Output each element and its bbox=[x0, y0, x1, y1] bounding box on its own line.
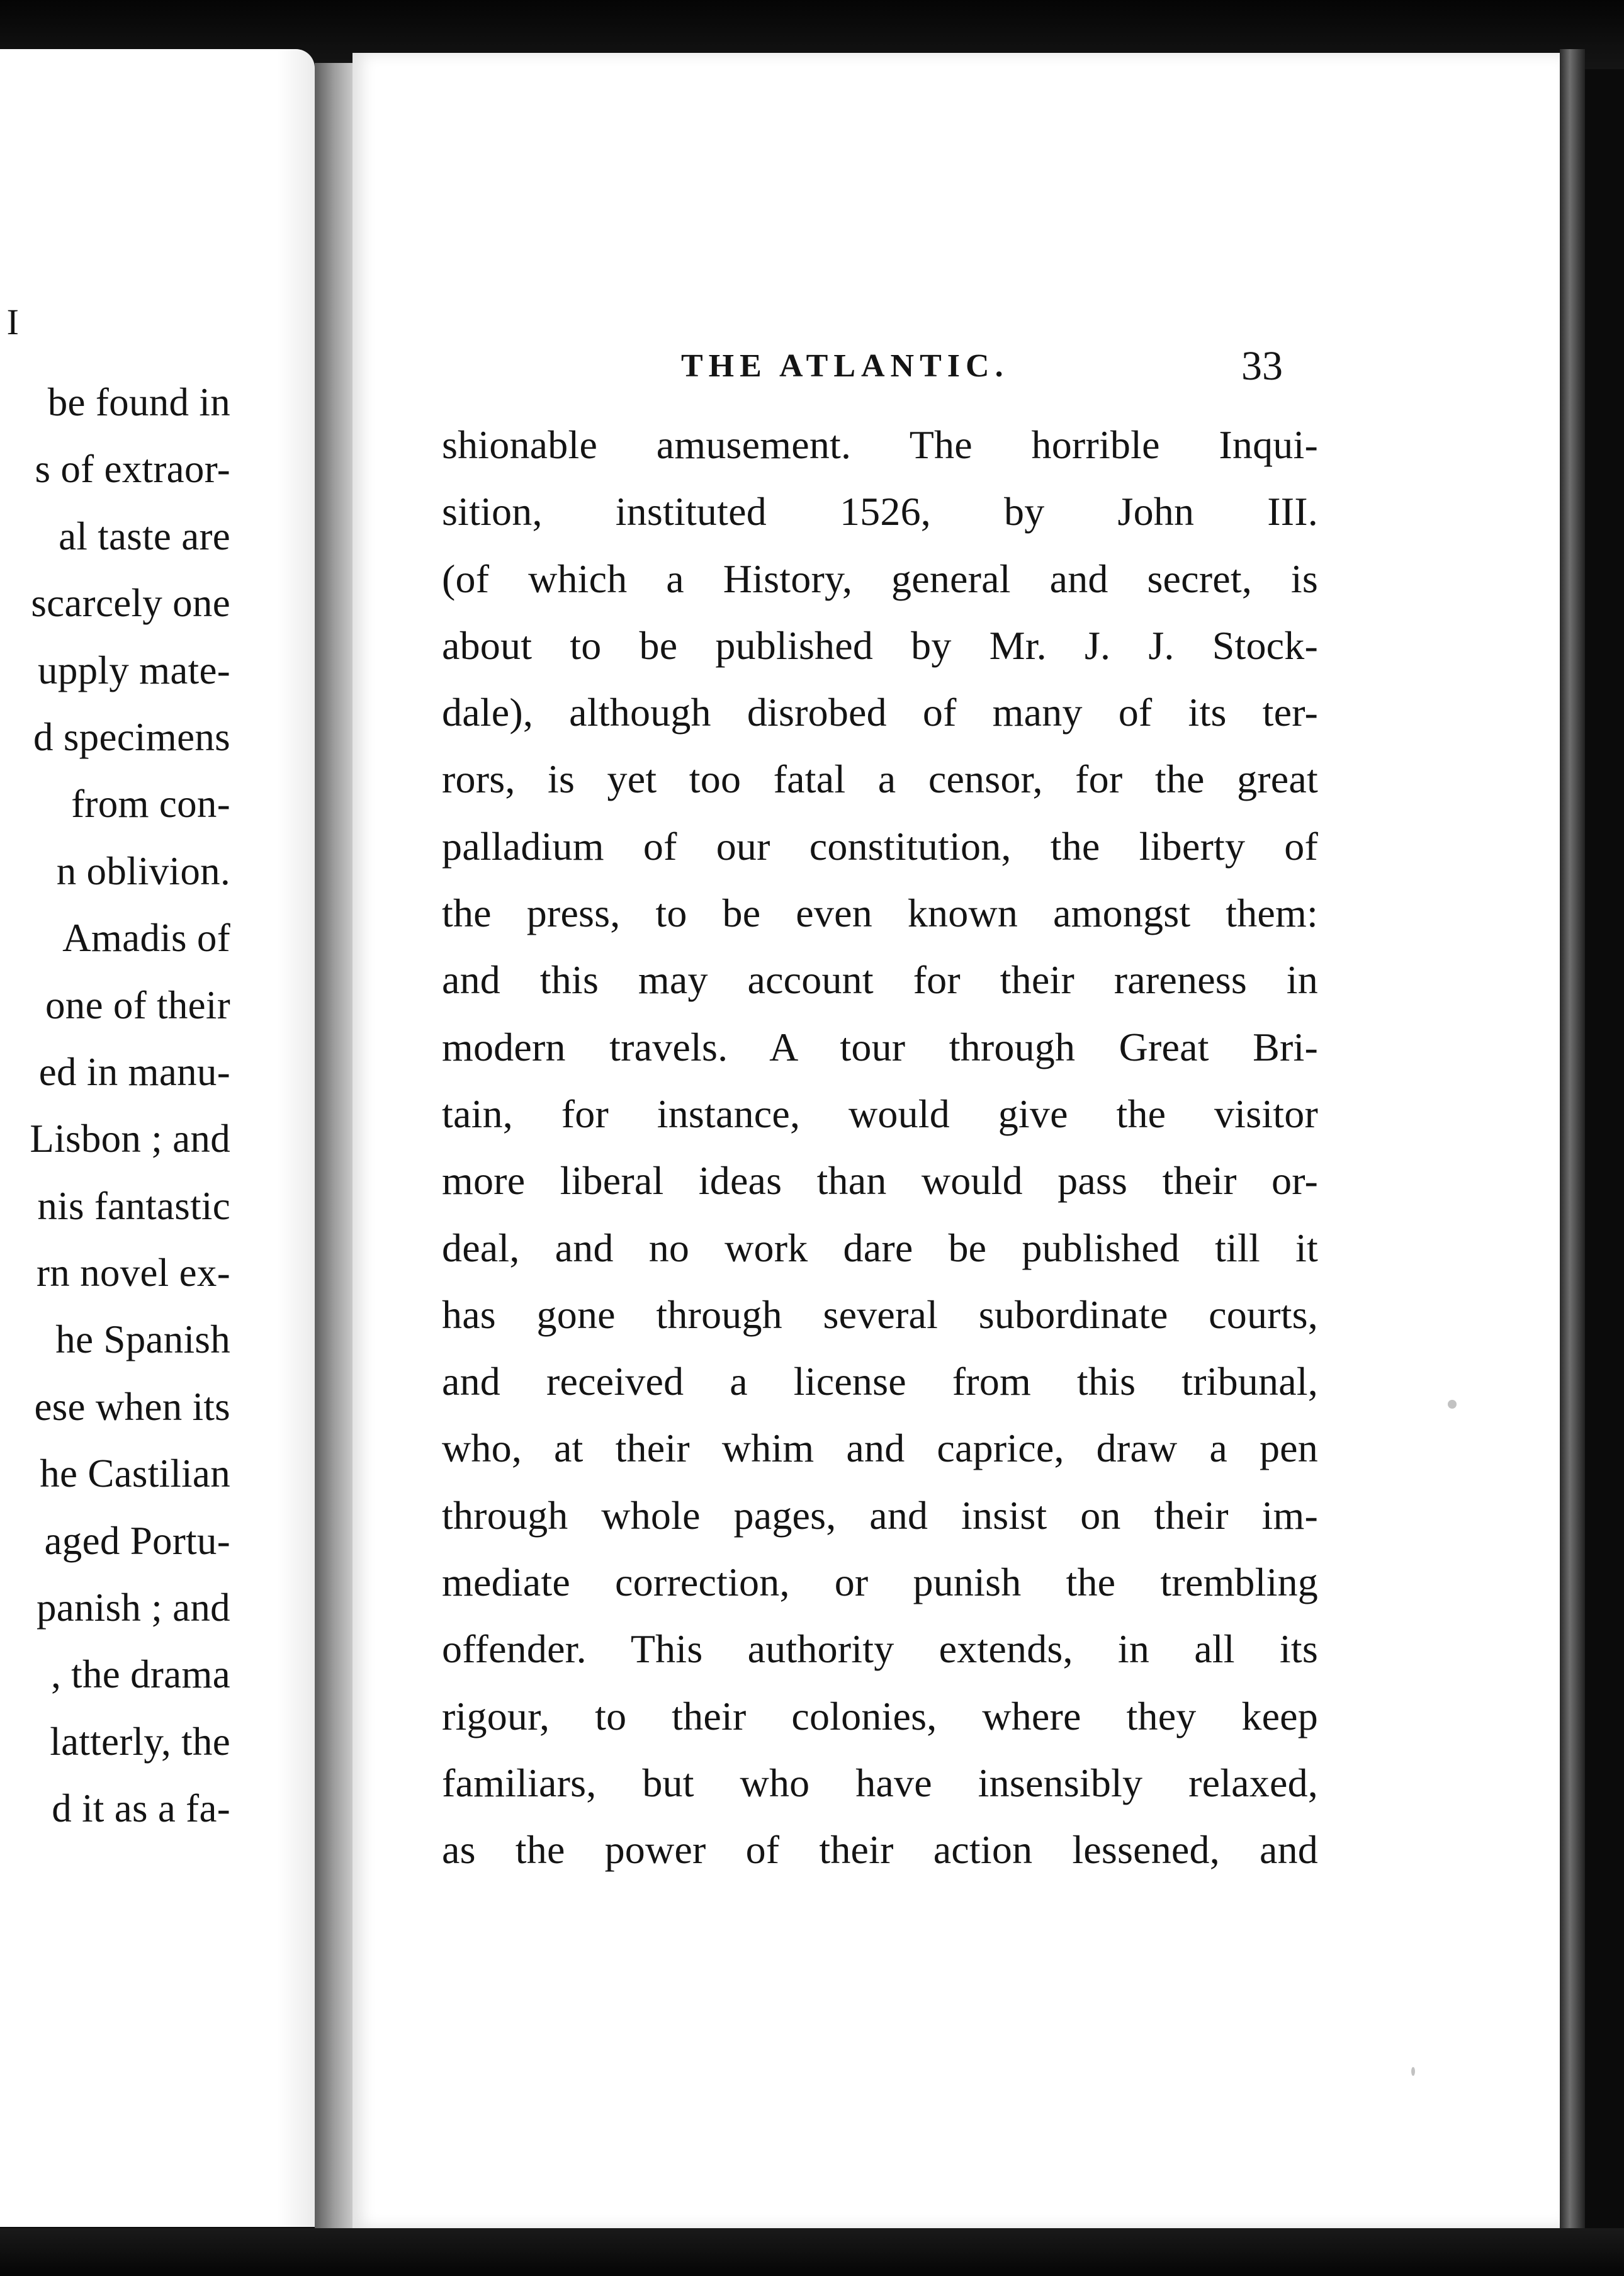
text-line: rn novel ex- bbox=[37, 1251, 230, 1295]
text-line: he Spanish bbox=[55, 1317, 230, 1362]
text-line: shionable amusement. The horrible Inqui- bbox=[442, 422, 1318, 467]
text-line: al taste are bbox=[59, 514, 230, 558]
text-line: dale), although disrobed of many of its ter- bbox=[442, 690, 1318, 735]
right-page-edge bbox=[1560, 49, 1585, 2228]
text-line: upply mate- bbox=[38, 648, 230, 692]
left-page-text bbox=[0, 369, 230, 1842]
text-line: deal, and no work dare be published till it bbox=[442, 1225, 1318, 1270]
text-line: be found in bbox=[47, 380, 230, 424]
text-line: sition, instituted 1526, by John III. bbox=[442, 489, 1318, 534]
page-number: 33 bbox=[1241, 343, 1283, 389]
text-line: aged Portu- bbox=[44, 1518, 230, 1563]
text-line: who, at their whim and caprice, draw a pen bbox=[442, 1426, 1318, 1471]
text-line: he Castilian bbox=[40, 1451, 230, 1496]
text-line: d it as a fa- bbox=[52, 1786, 230, 1831]
text-line: rigour, to their colonies, where they keep bbox=[442, 1693, 1318, 1738]
text-line: offender. This authority extends, in all its bbox=[442, 1626, 1318, 1672]
text-line: from con- bbox=[71, 782, 230, 826]
text-line: as the power of their action lessened, and bbox=[442, 1827, 1318, 1873]
scan-speck bbox=[1411, 2067, 1415, 2076]
text-line: (of which a History, general and secret, is bbox=[442, 556, 1318, 601]
text-line: Amadis of bbox=[62, 916, 230, 961]
left-page-header-fragment: I bbox=[6, 301, 19, 342]
text-line: familiars, but who have insensibly relaxed, bbox=[442, 1760, 1318, 1805]
running-title: THE ATLANTIC. bbox=[681, 348, 1009, 384]
text-line: scarcely one bbox=[31, 581, 230, 626]
text-line: nis fantastic bbox=[37, 1183, 230, 1228]
text-line: rors, is yet too fatal a censor, for the great bbox=[442, 757, 1318, 802]
text-line: mediate correction, or punish the trembling bbox=[442, 1560, 1318, 1605]
text-line: , the drama bbox=[51, 1652, 230, 1697]
text-line: latterly, the bbox=[50, 1719, 230, 1764]
text-line: and received a license from this tribunal, bbox=[442, 1359, 1318, 1404]
text-line: and this may account for their rareness in bbox=[442, 957, 1318, 1003]
text-line: one of their bbox=[45, 983, 230, 1027]
text-line: has gone through several subordinate courts, bbox=[442, 1292, 1318, 1337]
text-line: Lisbon ; and bbox=[30, 1117, 230, 1161]
text-line: ese when its bbox=[34, 1384, 230, 1429]
text-line: more liberal ideas than would pass their or- bbox=[442, 1158, 1318, 1203]
right-page bbox=[352, 53, 1561, 2228]
scan-border-bottom bbox=[0, 2228, 1624, 2276]
text-line: through whole pages, and insist on their im- bbox=[442, 1492, 1318, 1538]
left-page bbox=[0, 49, 315, 2227]
right-page-text bbox=[442, 412, 1318, 1884]
left-page-shadow bbox=[277, 49, 315, 2227]
text-line: modern travels. A tour through Great Bri- bbox=[442, 1024, 1318, 1069]
text-line: d specimens bbox=[33, 714, 230, 759]
text-line: the press, to be even known amongst them: bbox=[442, 891, 1318, 936]
text-line: tain, for instance, would give the visitor bbox=[442, 1091, 1318, 1136]
running-head bbox=[352, 341, 1561, 392]
text-line: palladium of our constitution, the liberty of bbox=[442, 823, 1318, 869]
text-line: ed in manu- bbox=[38, 1049, 230, 1094]
text-line: panish ; and bbox=[36, 1586, 230, 1630]
text-line: n oblivion. bbox=[56, 848, 230, 893]
text-line: about to be published by Mr. J. J. Stock- bbox=[442, 623, 1318, 668]
text-line: s of extraor- bbox=[35, 447, 230, 492]
scan-speck bbox=[1448, 1400, 1457, 1409]
